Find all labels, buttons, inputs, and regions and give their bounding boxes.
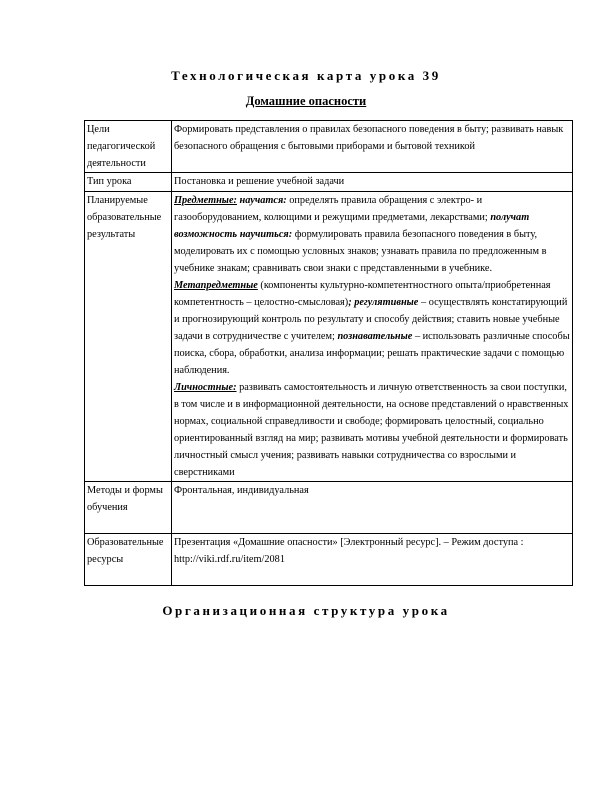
results-cell [172, 192, 573, 482]
regulative-heading: ; регулятивные [348, 297, 419, 308]
lesson-plan-table [84, 120, 573, 586]
chance-heading: получат возможность научиться: [174, 212, 530, 240]
section-heading: Организационная структура урока [162, 603, 450, 618]
cognitive-text: – использовать различные способы поиска, сбора, обработки, анализа информации; решать практические задачи с помощью наблюдения. [174, 331, 570, 376]
lesson-topic: Домашние опасности [245, 94, 367, 108]
lesson-type-label: Тип урока [85, 173, 172, 192]
regulative-text: – осуществлять констатирующий и прогнозирующий контроль по результату и способу действия; ставить новые учебные задачи в сотрудничестве с учителем; [174, 297, 568, 342]
personal-text: развивать самостоятельность и личную ответственность за свои поступки, в том числе и в информационной деятельности, на основе представлений о нравственных нормах, социальной справедливости и свободе; формировать целостный, социально ориентированный взгляд на мир; развивать мотивы учебной деятельности и формировать личностный смысл учения; развивать навыки сотрудничества со взрослыми и сверстниками [174, 382, 569, 478]
resources-text: Презентация «Домашние опасности» [Электронный ресурс]. – Режим доступа : http://viki.rdf.ru/item/2081 [172, 534, 573, 586]
subject-results-heading: Предметные: [174, 195, 237, 206]
meta-results-heading: Метапредметные [174, 280, 258, 291]
table-row [85, 173, 573, 192]
methods-label: Методы и формы обучения [85, 482, 172, 534]
table-row [85, 192, 573, 482]
personal-results-heading: Личностные: [174, 382, 237, 393]
table-row [85, 482, 573, 534]
lesson-type-text: Постановка и решение учебной задачи [172, 173, 573, 192]
results-label: Планируемые образовательные результаты [85, 192, 172, 482]
table-row [85, 121, 573, 173]
chance-text: формулировать правила безопасного поведения в быту, моделировать их с помощью условных знаков; узнавать правила по предложенным в учебнике знакам; сравнивать свои знаки с представленными в учебнике. [174, 229, 547, 274]
cognitive-heading: познавательные [337, 331, 413, 342]
goals-label: Цели педагогической деятельности [85, 121, 172, 173]
learn-heading: научатся: [239, 195, 287, 206]
methods-text: Фронтальная, индивидуальная [172, 482, 573, 534]
resources-label: Образовательные ресурсы [85, 534, 172, 586]
goals-text: Формировать представления о правилах безопасного поведения в быту; развивать навык безопасного обращения с бытовыми приборами и бытовой техникой [172, 121, 573, 173]
document-title: Технологическая карта урока 39 [171, 68, 441, 83]
meta-text: (компоненты культурно-компетентностного опыта/приобретенная компетентность – целостно-смысловая) [174, 280, 551, 308]
table-row [85, 534, 573, 586]
learn-text: определять правила обращения с электро- и газооборудованием, колющими и режущими предметами, лекарствами; [174, 195, 488, 223]
